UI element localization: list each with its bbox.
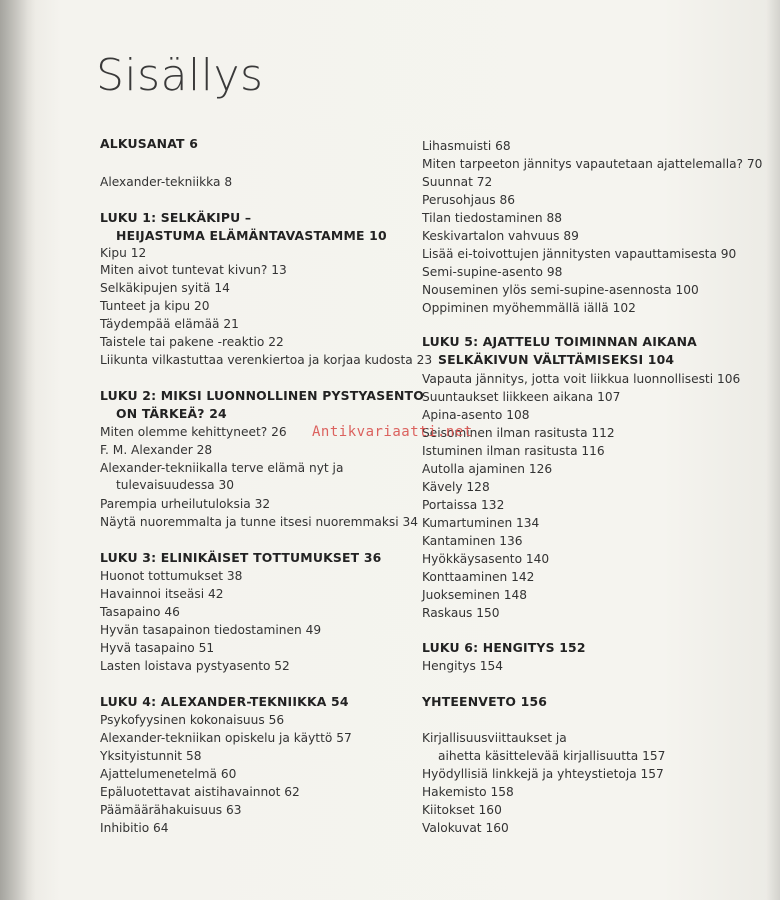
toc-chapter-heading: HEIJASTUMA ELÄMÄNTAVASTAMME 10	[116, 228, 387, 243]
toc-entry: Portaissa 132	[422, 498, 505, 512]
toc-entry: Semi-supine-asento 98	[422, 265, 563, 279]
toc-entry: Seisominen ilman rasitusta 112	[422, 426, 615, 440]
toc-entry: Lasten loistava pystyasento 52	[100, 659, 290, 673]
toc-entry: Alexander-tekniikka 8	[100, 175, 233, 189]
toc-entry: Alexander-tekniikalla terve elämä nyt ja	[100, 461, 344, 475]
toc-entry: Valokuvat 160	[422, 821, 509, 835]
toc-entry: Apina-asento 108	[422, 408, 530, 422]
toc-entry: Päämäärähakuisuus 63	[100, 803, 242, 817]
toc-entry: Juokseminen 148	[422, 588, 528, 602]
toc-entry: Suunnat 72	[422, 175, 493, 189]
toc-entry: Kiitokset 160	[422, 803, 502, 817]
toc-entry: Miten tarpeeton jännitys vapautetaan ajattelemalla? 70	[422, 157, 763, 171]
toc-entry: Alexander-tekniikan opiskelu ja käyttö 57	[100, 731, 352, 745]
toc-entry: Hyvän tasapainon tiedostaminen 49	[100, 623, 322, 637]
toc-entry: Suuntaukset liikkeen aikana 107	[422, 390, 621, 404]
toc-chapter-heading: LUKU 1: SELKÄKIPU –	[100, 210, 252, 225]
toc-entry: Taistele tai pakene -reaktio 22	[100, 335, 284, 349]
toc-entry: Epäluotettavat aistihavainnot 62	[100, 785, 300, 799]
toc-entry: Istuminen ilman rasitusta 116	[422, 444, 605, 458]
toc-chapter-heading: LUKU 2: MIKSI LUONNOLLINEN PYSTYASENTO	[100, 388, 424, 403]
toc-entry: Keskivartalon vahvuus 89	[422, 229, 579, 243]
toc-entry: Hengitys 154	[422, 659, 503, 673]
toc-entry: Vapauta jännitys, jotta voit liikkua luonnollisesti 106	[422, 372, 741, 386]
toc-entry: Kirjallisuusviittaukset ja	[422, 731, 567, 745]
toc-entry: Nouseminen ylös semi-supine-asennosta 100	[422, 283, 699, 297]
toc-entry: Havainnoi itseäsi 42	[100, 587, 224, 601]
toc-entry: Yksityistunnit 58	[100, 749, 202, 763]
toc-entry: Kipu 12	[100, 246, 147, 260]
toc-entry: Tasapaino 46	[100, 605, 180, 619]
toc-entry: Parempia urheilutuloksia 32	[100, 497, 271, 511]
toc-entry: Tilan tiedostaminen 88	[422, 211, 562, 225]
toc-entry: Hyökkäysasento 140	[422, 552, 550, 566]
toc-entry: Tunteet ja kipu 20	[100, 299, 210, 313]
toc-chapter-heading: SELKÄKIVUN VÄLTTÄMISEKSI 104	[438, 352, 675, 367]
page-title: Sisällys	[96, 50, 264, 101]
toc-entry: Hyödyllisiä linkkejä ja yhteystietoja 157	[422, 767, 664, 781]
toc-entry: Huonot tottumukset 38	[100, 569, 243, 583]
toc-entry: Perusohjaus 86	[422, 193, 515, 207]
toc-entry: Oppiminen myöhemmällä iällä 102	[422, 301, 636, 315]
toc-entry: Ajattelumenetelmä 60	[100, 767, 237, 781]
page-edge-shadow	[766, 0, 780, 900]
toc-entry: Kumartuminen 134	[422, 516, 540, 530]
toc-entry: Raskaus 150	[422, 606, 500, 620]
spine-shadow	[0, 0, 36, 900]
toc-entry: Täydempää elämää 21	[100, 317, 239, 331]
toc-entry: Kävely 128	[422, 480, 490, 494]
toc-entry: Lisää ei-toivottujen jännitysten vapauttamisesta 90	[422, 247, 737, 261]
toc-entry: Liikunta vilkastuttaa verenkiertoa ja korjaa kudosta 23	[100, 353, 433, 367]
toc-entry: tulevaisuudessa 30	[116, 478, 235, 492]
toc-entry: Autolla ajaminen 126	[422, 462, 553, 476]
toc-entry: Lihasmuisti 68	[422, 139, 511, 153]
toc-entry: Konttaaminen 142	[422, 570, 535, 584]
watermark-text: Antikvariaatti.net	[312, 424, 473, 440]
toc-entry: Selkäkipujen syitä 14	[100, 281, 230, 295]
toc-entry: Hyvä tasapaino 51	[100, 641, 215, 655]
toc-entry: Hakemisto 158	[422, 785, 514, 799]
toc-entry: Kantaminen 136	[422, 534, 523, 548]
toc-entry: Psykofyysinen kokonaisuus 56	[100, 713, 285, 727]
toc-entry: Miten olemme kehittyneet? 26	[100, 425, 287, 439]
toc-entry: Näytä nuoremmalta ja tunne itsesi nuoremmaksi 34	[100, 515, 418, 529]
toc-entry: Miten aivot tuntevat kivun? 13	[100, 263, 287, 277]
toc-chapter-heading: LUKU 4: ALEXANDER-TEKNIIKKA 54	[100, 694, 349, 709]
toc-entry: aihetta käsittelevää kirjallisuutta 157	[438, 749, 666, 763]
toc-chapter-heading: LUKU 5: AJATTELU TOIMINNAN AIKANA	[422, 334, 697, 349]
toc-chapter-heading: LUKU 3: ELINIKÄISET TOTTUMUKSET 36	[100, 550, 382, 565]
toc-entry: Inhibitio 64	[100, 821, 169, 835]
toc-entry: F. M. Alexander 28	[100, 443, 213, 457]
toc-chapter-heading: ON TÄRKEÄ? 24	[116, 406, 227, 421]
toc-chapter-heading: ALKUSANAT 6	[100, 136, 199, 151]
toc-chapter-heading: LUKU 6: HENGITYS 152	[422, 640, 586, 655]
toc-chapter-heading: YHTEENVETO 156	[422, 694, 548, 709]
